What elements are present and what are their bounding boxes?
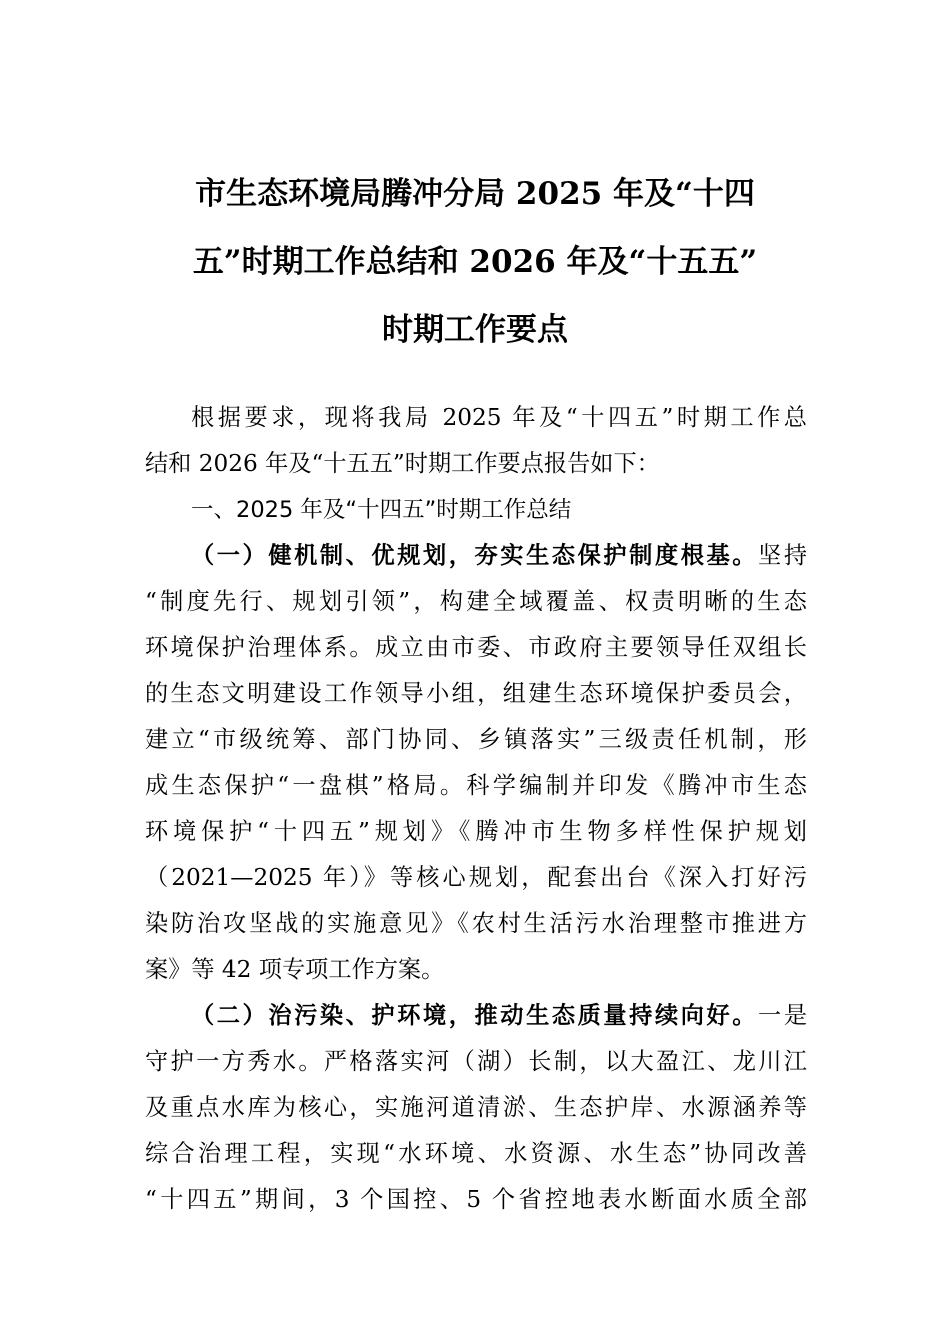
paragraph-line: “十四五”期间，3 个国控、5 个省控地表水断面水质全部 (145, 1186, 807, 1213)
paragraph-line: 守护一方秀水。严格落实河（湖）长制，以大盈江、龙川江 (145, 1048, 807, 1075)
document-title (145, 160, 805, 364)
paragraph-line: 的生态文明建设工作领导小组，组建生态环境保护委员会， (145, 680, 807, 707)
subsection-2-text: 一是 (758, 1002, 808, 1029)
paragraph-line: 环境保护治理体系。成立由市委、市政府主要领导任双组长 (145, 634, 807, 661)
title-line-1: 市生态环境局腾冲分局 2025 年及“十四 (195, 176, 755, 212)
paragraph-line: 及重点水库为核心，实施河道清淤、生态护岸、水源涵养等 (145, 1094, 807, 1121)
subsection-1-heading: （一）健机制、优规划，夯实生态保护制度根基。 (191, 542, 759, 569)
title-line-2: 五”时期工作总结和 2026 年及“十五五” (192, 244, 758, 280)
section-heading-1: 一、2025 年及“十四五”时期工作总结 (191, 497, 572, 523)
intro-line-1: 根据要求，现将我局 2025 年及“十四五”时期工作总 (191, 404, 807, 431)
paragraph-line: 成生态保护“一盘棋”格局。科学编制并印发《腾冲市生态 (145, 772, 807, 799)
paragraph-line: （2021—2025 年）》等核心规划，配套出台《深入打好污 (145, 864, 807, 891)
paragraph-line: “制度先行、规划引领”，构建全域覆盖、权责明晰的生态 (145, 588, 807, 615)
paragraph-line: 建立“市级统筹、部门协同、乡镇落实”三级责任机制，形 (145, 726, 807, 753)
intro-line-2: 结和 2026 年及“十五五”时期工作要点报告如下： (145, 450, 660, 477)
title-line-3: 时期工作要点 (382, 312, 568, 348)
document-body (145, 395, 807, 1223)
paragraph-line: 案》等 42 项专项工作方案。 (145, 956, 445, 983)
paragraph-line: 染防治攻坚战的实施意见》《农村生活污水治理整市推进方 (145, 910, 807, 937)
paragraph-line: 综合治理工程，实现“水环境、水资源、水生态”协同改善 (145, 1140, 807, 1167)
subsection-2-line-1 (145, 993, 807, 1039)
subsection-1-text: 坚持 (758, 542, 808, 569)
subsection-1-line-1 (145, 533, 807, 579)
subsection-2-heading: （二）治污染、护环境，推动生态质量持续向好。 (191, 1002, 759, 1029)
paragraph-line: 环境保护“十四五”规划》《腾冲市生物多样性保护规划 (145, 818, 807, 845)
